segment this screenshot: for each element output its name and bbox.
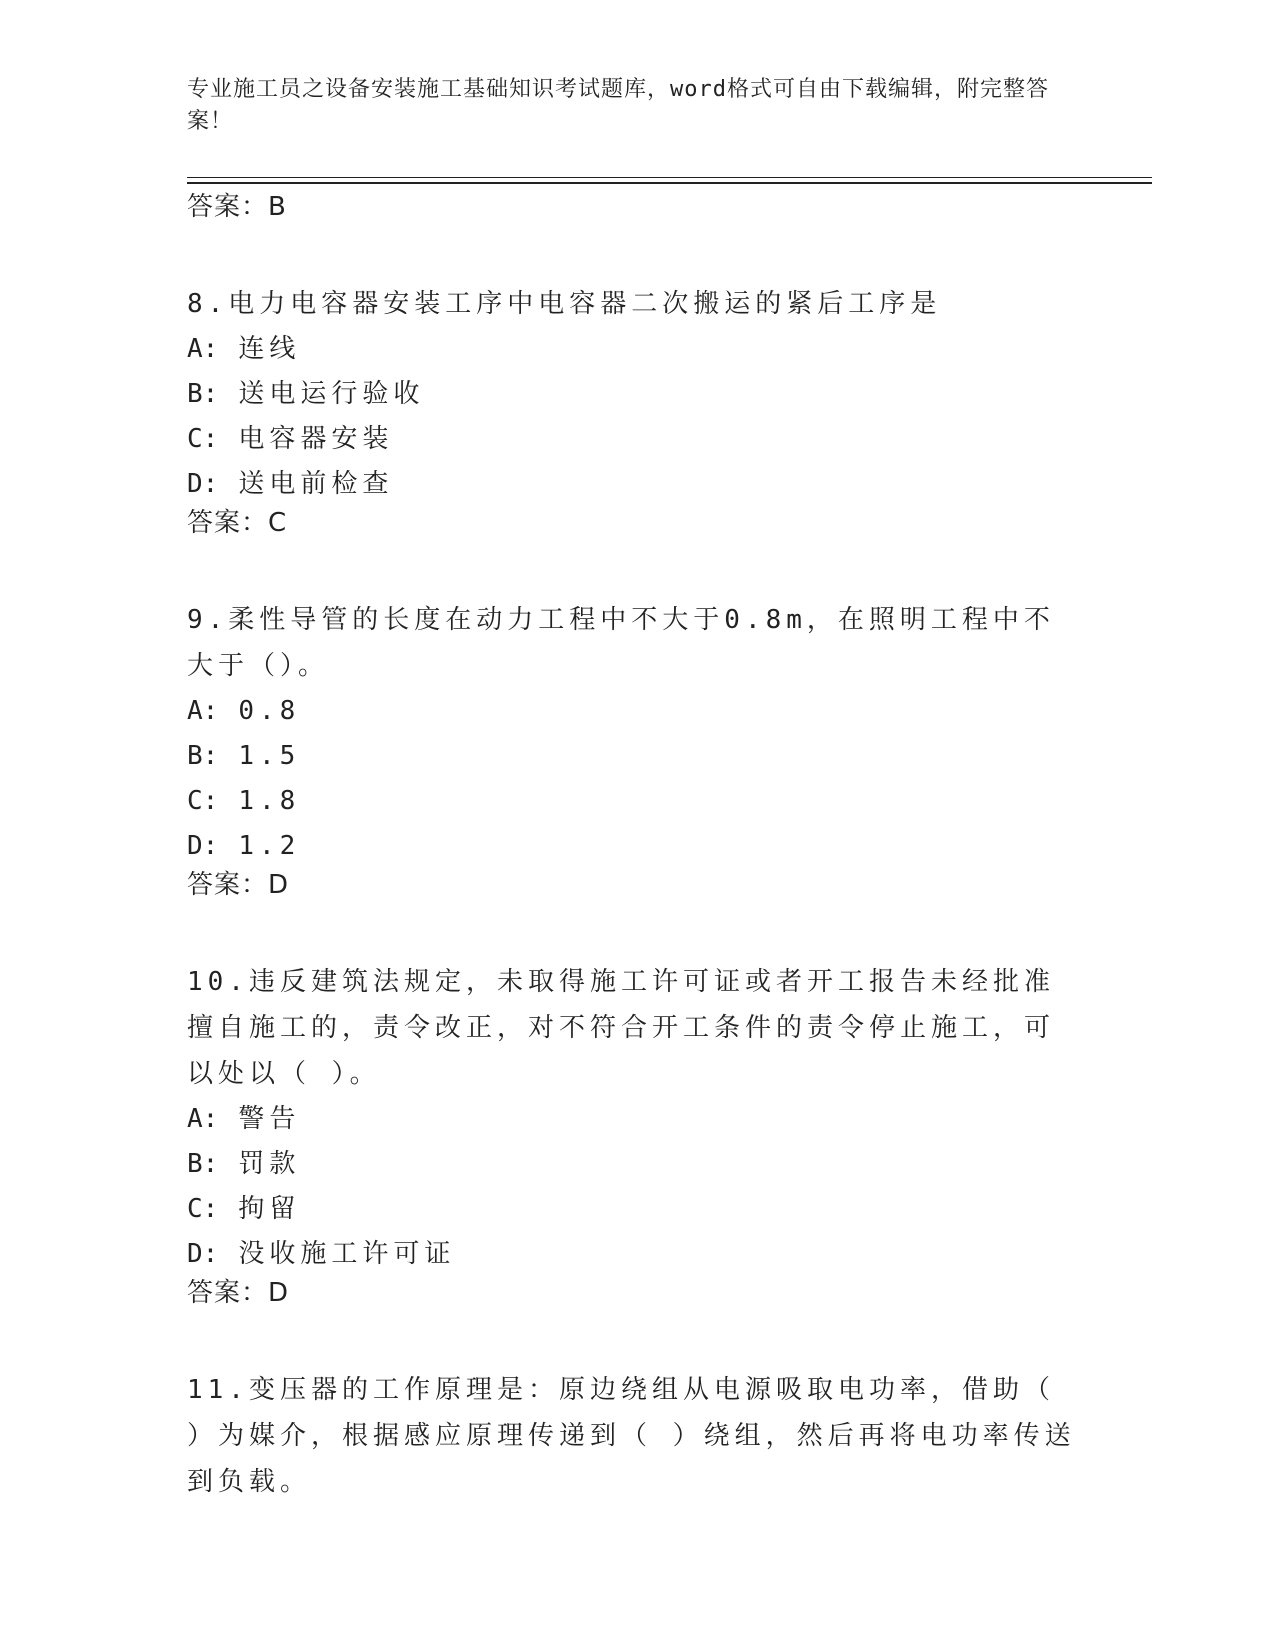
header-rule-thick bbox=[187, 182, 1152, 184]
option-c bbox=[187, 1187, 1077, 1232]
option-c bbox=[187, 417, 1077, 462]
option-key: A: bbox=[187, 1104, 219, 1134]
option-text: 1.8 bbox=[238, 786, 301, 816]
option-b bbox=[187, 372, 1077, 417]
page-header: 专业施工员之设备安装施工基础知识考试题库，word格式可自由下载编辑，附完整答案！ bbox=[187, 77, 1049, 134]
option-text: 罚款 bbox=[238, 1149, 301, 1179]
option-text: 1.5 bbox=[238, 741, 301, 771]
answer-label: 答案： bbox=[187, 508, 269, 538]
option-key: C: bbox=[187, 1194, 219, 1224]
option-a bbox=[187, 1097, 1077, 1142]
option-key: D: bbox=[187, 1239, 219, 1269]
question-block bbox=[187, 597, 1077, 901]
question-text: 9.柔性导管的长度在动力工程中不大于0.8m，在照明工程中不大于（）。 bbox=[187, 605, 1055, 681]
option-key: B: bbox=[187, 379, 219, 409]
question-block bbox=[187, 1367, 1077, 1505]
option-d bbox=[187, 1232, 1077, 1277]
answer-value: D bbox=[268, 1278, 289, 1308]
option-a bbox=[187, 327, 1077, 372]
option-text: 警告 bbox=[238, 1104, 301, 1134]
option-key: A: bbox=[187, 334, 219, 364]
answer-label: 答案： bbox=[187, 1278, 269, 1308]
answer-line bbox=[187, 191, 1077, 223]
question-block bbox=[187, 281, 1077, 539]
option-text: 连线 bbox=[238, 334, 301, 364]
answer-value: C bbox=[268, 508, 287, 538]
exam-content bbox=[187, 191, 1077, 1505]
option-d bbox=[187, 462, 1077, 507]
question-text: 10.违反建筑法规定，未取得施工许可证或者开工报告未经批准擅自施工的，责令改正，对不符合开工条件的责令停止施工，可以处以（ ）。 bbox=[187, 967, 1056, 1089]
answer-line bbox=[187, 869, 1077, 901]
option-text: 1.2 bbox=[238, 831, 301, 861]
option-text: 送电前检查 bbox=[238, 469, 394, 499]
option-text: 没收施工许可证 bbox=[238, 1239, 456, 1269]
question-text: 11.变压器的工作原理是：原边绕组从电源吸取电功率，借助（ ）为媒介，根据感应原理传递到（ ）绕组，然后再将电功率传送到负载。 bbox=[187, 1375, 1076, 1497]
option-text: 电容器安装 bbox=[238, 424, 394, 454]
option-key: C: bbox=[187, 786, 219, 816]
option-key: A: bbox=[187, 696, 219, 726]
answer-line bbox=[187, 1277, 1077, 1309]
answer-line bbox=[187, 507, 1077, 539]
option-key: D: bbox=[187, 831, 219, 861]
option-d bbox=[187, 824, 1077, 869]
option-text: 0.8 bbox=[238, 696, 301, 726]
option-b bbox=[187, 734, 1077, 779]
option-key: B: bbox=[187, 1149, 219, 1179]
question-text: 8.电力电容器安装工序中电容器二次搬运的紧后工序是 bbox=[187, 289, 942, 319]
question-block bbox=[187, 959, 1077, 1309]
option-key: B: bbox=[187, 741, 219, 771]
header-rule-thin bbox=[187, 177, 1152, 178]
answer-value: D bbox=[268, 870, 289, 900]
question-gap bbox=[187, 901, 1077, 959]
question-gap bbox=[187, 539, 1077, 597]
question-gap bbox=[187, 223, 1077, 281]
answer-value: B bbox=[268, 192, 286, 222]
option-a bbox=[187, 689, 1077, 734]
option-key: C: bbox=[187, 424, 219, 454]
option-text: 拘留 bbox=[238, 1194, 301, 1224]
option-b bbox=[187, 1142, 1077, 1187]
answer-label: 答案： bbox=[187, 192, 269, 222]
question-gap bbox=[187, 1309, 1077, 1367]
option-c bbox=[187, 779, 1077, 824]
option-key: D: bbox=[187, 469, 219, 499]
answer-label: 答案： bbox=[187, 870, 269, 900]
option-text: 送电运行验收 bbox=[238, 379, 425, 409]
